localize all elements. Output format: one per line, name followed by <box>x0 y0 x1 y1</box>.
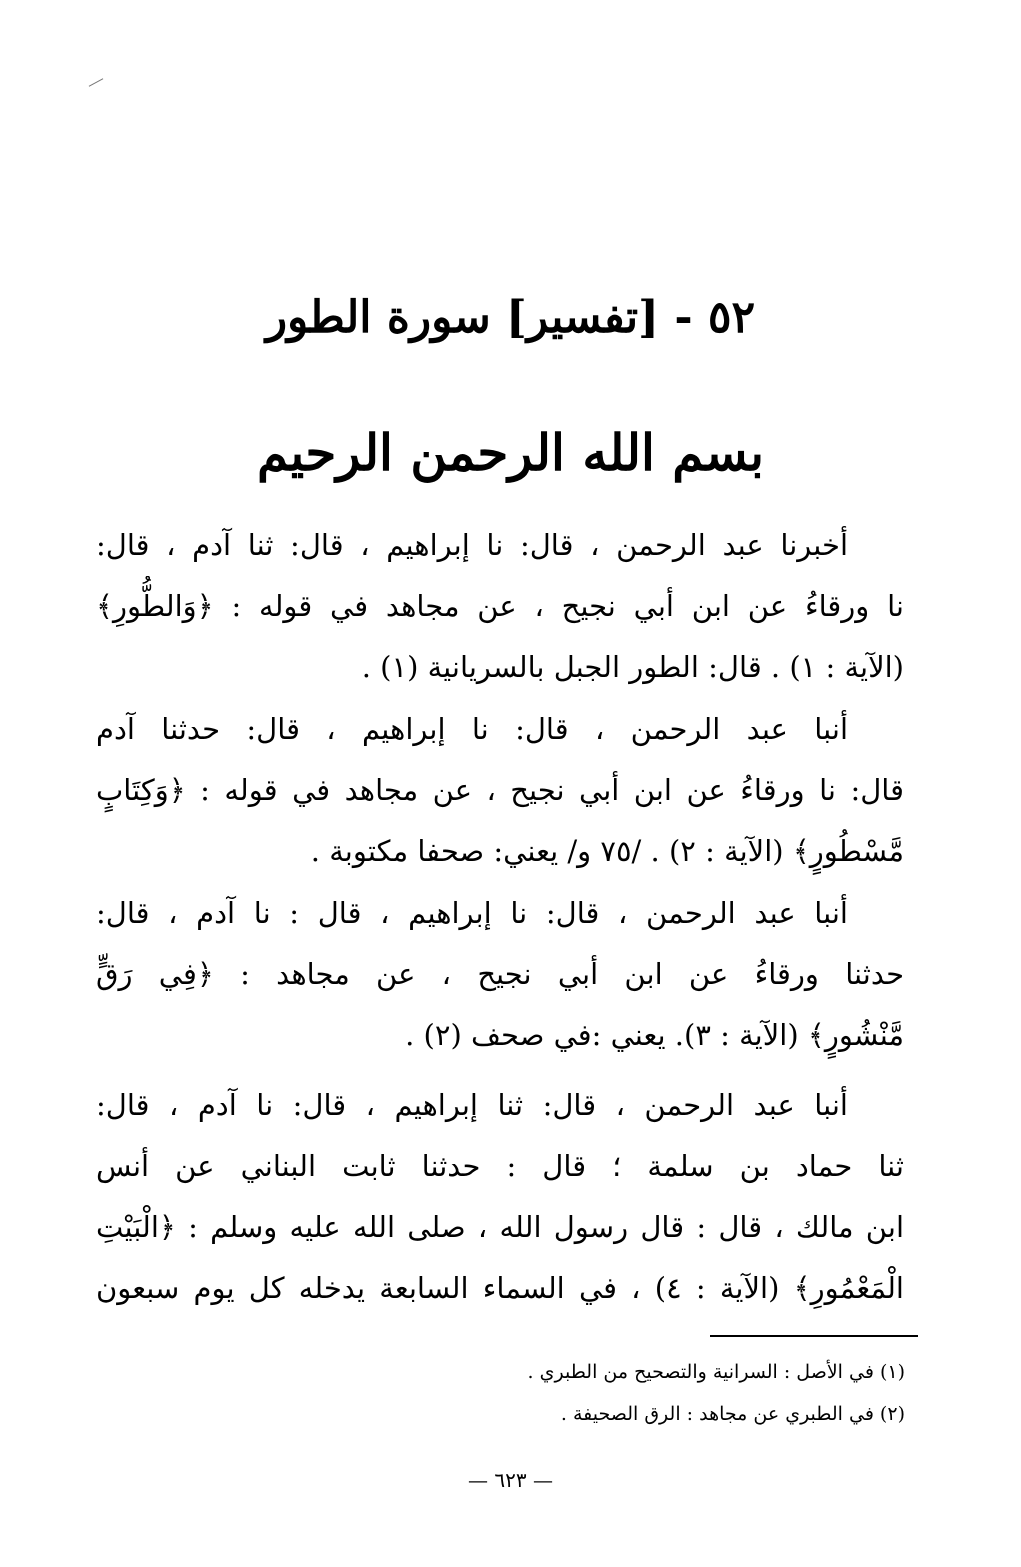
text-line: أنبا عبد الرحمن ، قال: نا إبراهيم ، قال : نا آدم ، قال: <box>96 896 848 930</box>
text-line: (الآية : ١) . قال: الطور الجبل بالسريانية (١) . <box>361 650 904 684</box>
text-line: الْمَعْمُورِ﴾ (الآية : ٤) ، في السماء السابعة يدخله كل يوم سبعون <box>96 1271 904 1305</box>
paragraph-4 <box>96 1075 904 1319</box>
bismillah-heading: بسم الله الرحمن الرحيم <box>256 423 765 482</box>
text-line: قال: نا ورقاءُ عن ابن أبي نجيح ، عن مجاهد في قوله : ﴿وَكِتَابٍ <box>96 773 904 807</box>
footnote-2: (٢) في الطبري عن مجاهد : الرق الصحيفة . <box>560 1403 905 1425</box>
footnote-divider <box>710 1335 918 1337</box>
text-line: ابن مالك ، قال : قال رسول الله ، صلى الله عليه وسلم : ﴿الْبَيْتِ <box>96 1210 904 1244</box>
paragraph-3 <box>96 883 904 1066</box>
page-number: — ٦٢٣ — <box>468 1468 553 1492</box>
text-line: مَّسْطُورٍ﴾ (الآية : ٢) . /٧٥ و/ يعني: صحفا مكتوبة . <box>310 834 904 868</box>
text-line: حدثنا ورقاءُ عن ابن أبي نجيح ، عن مجاهد : ﴿فِي رَقٍّ <box>96 957 904 991</box>
text-line: مَّنْشُورٍ﴾ (الآية : ٣). يعني :في صحف (٢) . <box>405 1018 904 1052</box>
stray-pen-mark <box>89 78 104 86</box>
text-line: أخبرنا عبد الرحمن ، قال: نا إبراهيم ، قال: ثنا آدم ، قال: <box>96 528 848 562</box>
text-line: أنبا عبد الرحمن ، قال: نا إبراهيم ، قال: حدثنا آدم <box>96 712 848 746</box>
paragraph-2 <box>96 699 904 882</box>
text-line: نا ورقاءُ عن ابن أبي نجيح ، عن مجاهد في قوله : ﴿وَالطُّورِ﴾ <box>96 589 904 623</box>
surah-heading: ٥٢ - [تفسير] سورة الطور <box>265 292 756 343</box>
text-line: ثنا حماد بن سلمة ؛ قال : حدثنا ثابت البناني عن أنس <box>96 1149 904 1183</box>
footnote-1: (١) في الأصل : السرانية والتصحيح من الطبري . <box>527 1361 905 1383</box>
text-line: أنبا عبد الرحمن ، قال: ثنا إبراهيم ، قال: نا آدم ، قال: <box>96 1088 848 1122</box>
paragraph-1 <box>96 515 904 698</box>
